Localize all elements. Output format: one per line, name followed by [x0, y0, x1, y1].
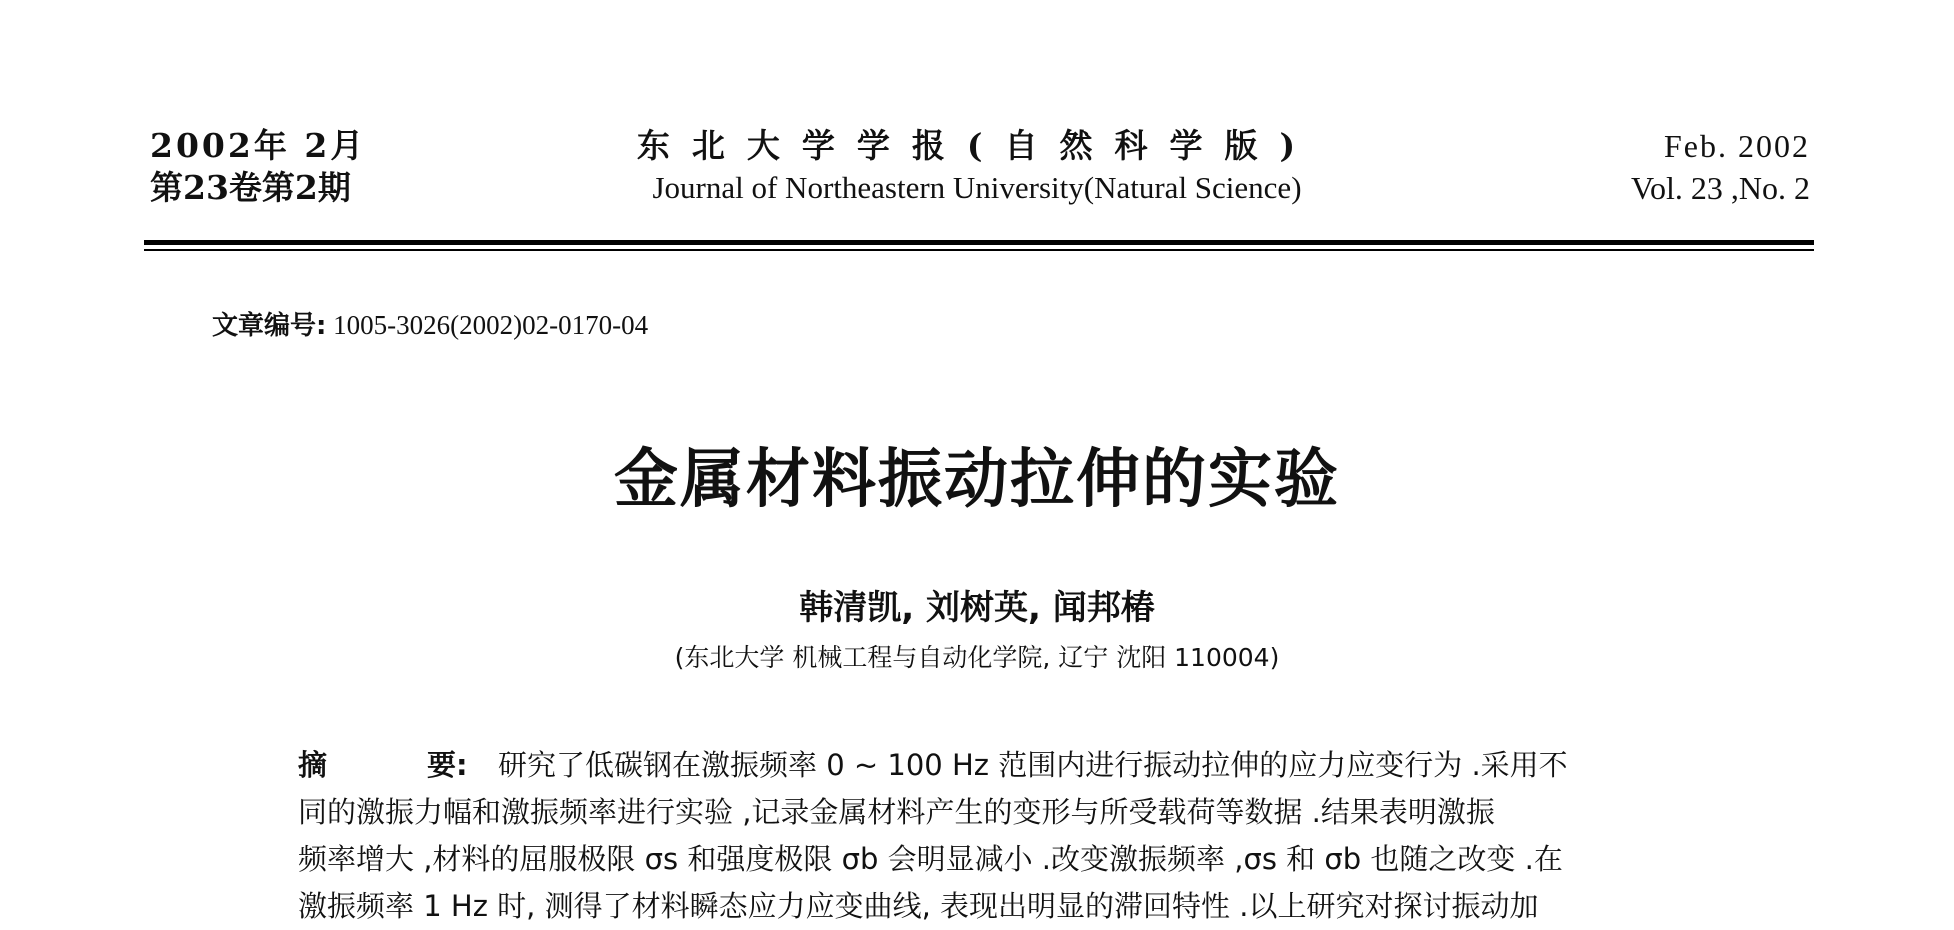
author-list: 韩清凯, 刘树英, 闻邦椿: [799, 588, 1155, 628]
header-rule-thin: [144, 249, 1814, 251]
article-number-label: 文章编号:: [212, 311, 327, 341]
abstract: [298, 742, 1668, 930]
header-rule-thick: [144, 240, 1814, 245]
header-right: [1631, 125, 1810, 209]
issue-date-cn: 2002年 2月: [150, 126, 367, 165]
issue-date-en: Feb. 2002: [1664, 128, 1810, 164]
abstract-line: 激振频率 1 Hz 时, 测得了材料瞬态应力应变曲线, 表现出明显的滞回特性 .以上研究对探讨振动加: [298, 889, 1539, 923]
paper-title: 金属材料振动拉伸的实验: [614, 443, 1340, 517]
abstract-line: [298, 742, 1668, 789]
author-affiliation: (东北大学 机械工程与自动化学院, 辽宁 沈阳 110004): [674, 643, 1280, 672]
abstract-label-first: 摘: [298, 748, 328, 782]
article-number-value: 1005-3026(2002)02-0170-04: [333, 310, 649, 340]
abstract-line: 同的激振力幅和激振频率进行实验 ,记录金属材料产生的变形与所受载荷等数据 .结果表明激振: [298, 795, 1495, 829]
abstract-label-second: 要:: [427, 748, 468, 782]
abstract-line-text: 研究了低碳钢在激振频率 0 ~ 100 Hz 范围内进行振动拉伸的应力应变行为 .采用不: [498, 748, 1568, 782]
journal-name-cn: 东北大学学报(自然科学版): [636, 126, 1318, 165]
issue-volume-cn: 第23卷第2期: [150, 168, 351, 207]
journal-name-en: Journal of Northeastern University(Natural Science): [652, 170, 1302, 205]
article-number: [212, 307, 648, 344]
abstract-line: 频率增大 ,材料的屈服极限 σs 和强度极限 σb 会明显减小 .改变激振频率 ,σs 和 σb 也随之改变 .在: [298, 842, 1563, 876]
abstract-label: [298, 742, 498, 789]
issue-volume-en: Vol. 23 ,No. 2: [1631, 170, 1810, 206]
